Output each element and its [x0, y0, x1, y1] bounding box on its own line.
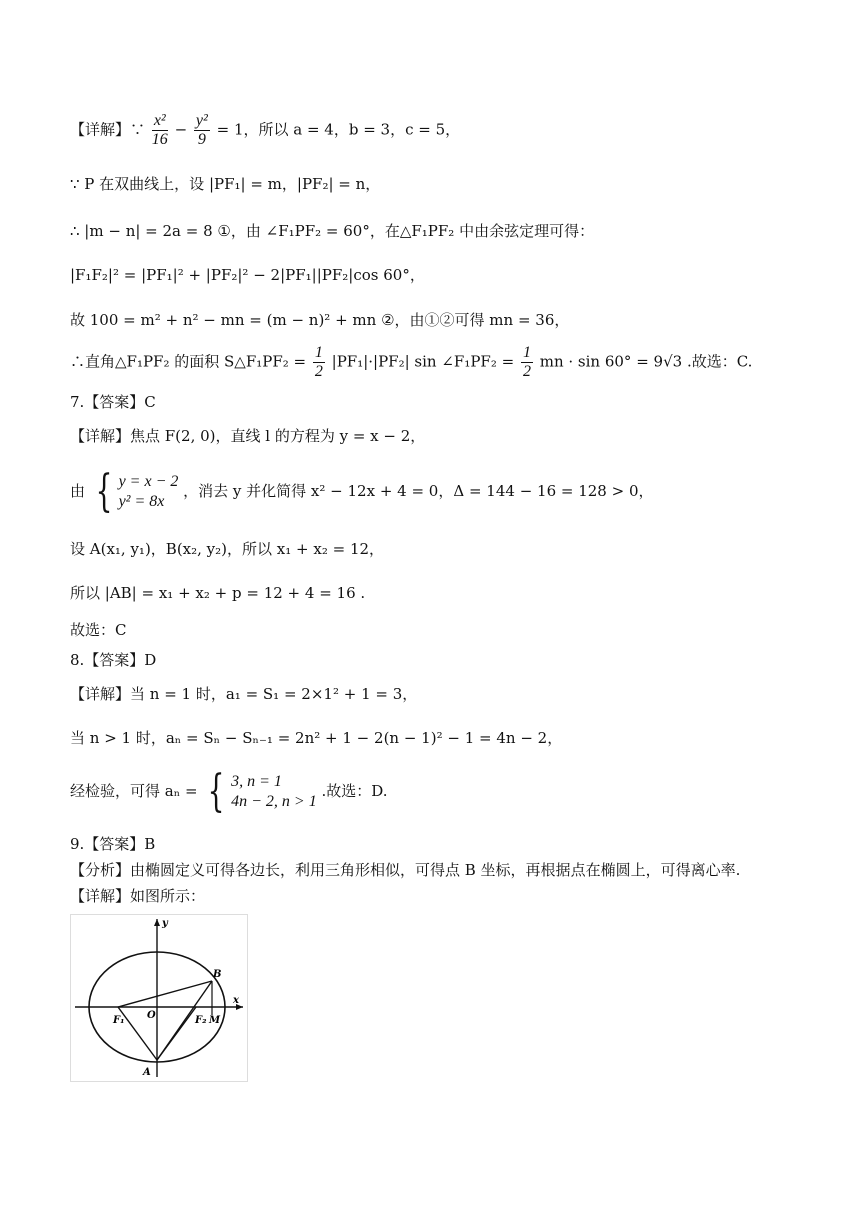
- line-text: = 1，所以 a = 4，b = 3，c = 5，: [216, 120, 461, 139]
- ellipse-diagram: [70, 914, 248, 1082]
- fraction: [521, 344, 533, 381]
- label-f1: F₁: [113, 1015, 125, 1026]
- line-text: 经检验，可得 aₙ =: [70, 782, 203, 800]
- solution-line-6: [70, 344, 752, 381]
- analysis-line: 【分析】由椭圆定义可得各边长，利用三角形相似，可得点 B 坐标，再根据点在椭圆上，可得离心率.: [70, 861, 741, 879]
- solution-line-2: ∵ P 在双曲线上，设 |PF₁| = m，|PF₂| = n，: [70, 175, 381, 193]
- fraction-numerator: 1: [522, 344, 531, 361]
- segment-f1-b: [118, 981, 212, 1007]
- solution-line-5: 故 100 = m² + n² − mn = (m − n)² + mn ②，由①②可得 mn = 36，: [70, 311, 570, 329]
- brace: {: [207, 766, 225, 817]
- solution-line-4: |F₁F₂|² = |PF₁|² + |PF₂|² − 2|PF₁||PF₂|cos 60°，: [70, 266, 425, 284]
- system-row: y = x − 2: [118, 473, 179, 490]
- solution-line-12: 故选：C: [70, 621, 127, 639]
- fraction: [152, 112, 168, 149]
- solution-line-15: 当 n > 1 时，aₙ = Sₙ − Sₙ₋₁ = 2n² + 1 − 2(n − 1)² − 1 = 4n − 2，: [70, 729, 563, 747]
- label-x: x: [233, 995, 239, 1006]
- label-m: M: [209, 1015, 221, 1026]
- fraction-denominator: 2: [314, 363, 323, 380]
- solution-line-3: ∴ |m − n| = 2a = 8 ①，由 ∠F₁PF₂ = 60°，在△F₁PF₂ 中由余弦定理可得：: [70, 222, 595, 240]
- fraction: [194, 112, 210, 149]
- fraction-denominator: 2: [522, 363, 531, 380]
- system-row: y² = 8x: [118, 493, 165, 510]
- line-text: ∴直角△F₁PF₂ 的面积 S△F₁PF₂ =: [70, 352, 311, 371]
- fraction-denominator: 9: [197, 131, 206, 148]
- solution-line-19: 【详解】如图所示：: [70, 887, 206, 905]
- line-text: mn · sin 60° = 9√3 .故选：C.: [539, 352, 753, 371]
- solution-line-8: 【详解】焦点 F(2, 0)，直线 l 的方程为 y = x − 2，: [70, 427, 426, 445]
- line-text: ，消去 y 并化简得 x² − 12x + 4 = 0，Δ = 144 − 16 = 128 > 0，: [183, 482, 654, 500]
- answer-heading-9: 9.【答案】B: [70, 835, 156, 853]
- system-row: 3, n = 1: [231, 773, 282, 790]
- line-text: 由: [70, 482, 86, 500]
- system-row: 4n − 2, n > 1: [231, 793, 317, 810]
- label-b: B: [213, 969, 222, 980]
- answer-heading-8: 8.【答案】D: [70, 651, 157, 669]
- fraction-denominator: 16: [151, 131, 168, 148]
- label-f2: F₂: [195, 1015, 207, 1026]
- label-y: y: [162, 918, 168, 929]
- solution-line-10: 设 A(x₁, y₁)，B(x₂, y₂)，所以 x₁ + x₂ = 12，: [70, 540, 385, 558]
- fraction-numerator: 1: [314, 344, 323, 361]
- fraction-numerator: x²: [152, 112, 168, 131]
- fraction-numerator: y²: [195, 112, 208, 129]
- line-text: |PF₁|·|PF₂| sin ∠F₁PF₂ =: [331, 352, 519, 371]
- line-text: 【详解】∵: [70, 120, 150, 139]
- line-text: .故选：D.: [321, 782, 388, 800]
- solution-line-1: [70, 112, 460, 149]
- y-axis-arrow-icon: [154, 919, 160, 926]
- solution-line-11: 所以 |AB| = x₁ + x₂ + p = 12 + 4 = 16 .: [70, 584, 366, 602]
- minus-sign: −: [174, 120, 188, 139]
- label-a: A: [143, 1067, 151, 1078]
- solution-line-9: [70, 466, 654, 517]
- label-o: O: [147, 1010, 156, 1021]
- solution-line-14: 【详解】当 n = 1 时，a₁ = S₁ = 2×1² + 1 = 3，: [70, 685, 418, 703]
- ellipse-diagram-svg: [71, 915, 247, 1081]
- fraction: [313, 344, 325, 381]
- solution-line-16: [70, 766, 388, 817]
- answer-heading-7: 7.【答案】C: [70, 393, 156, 411]
- segment-a-f2: [157, 1007, 196, 1060]
- piecewise-system: [231, 772, 317, 812]
- equation-system: [119, 472, 179, 512]
- brace: {: [95, 466, 113, 517]
